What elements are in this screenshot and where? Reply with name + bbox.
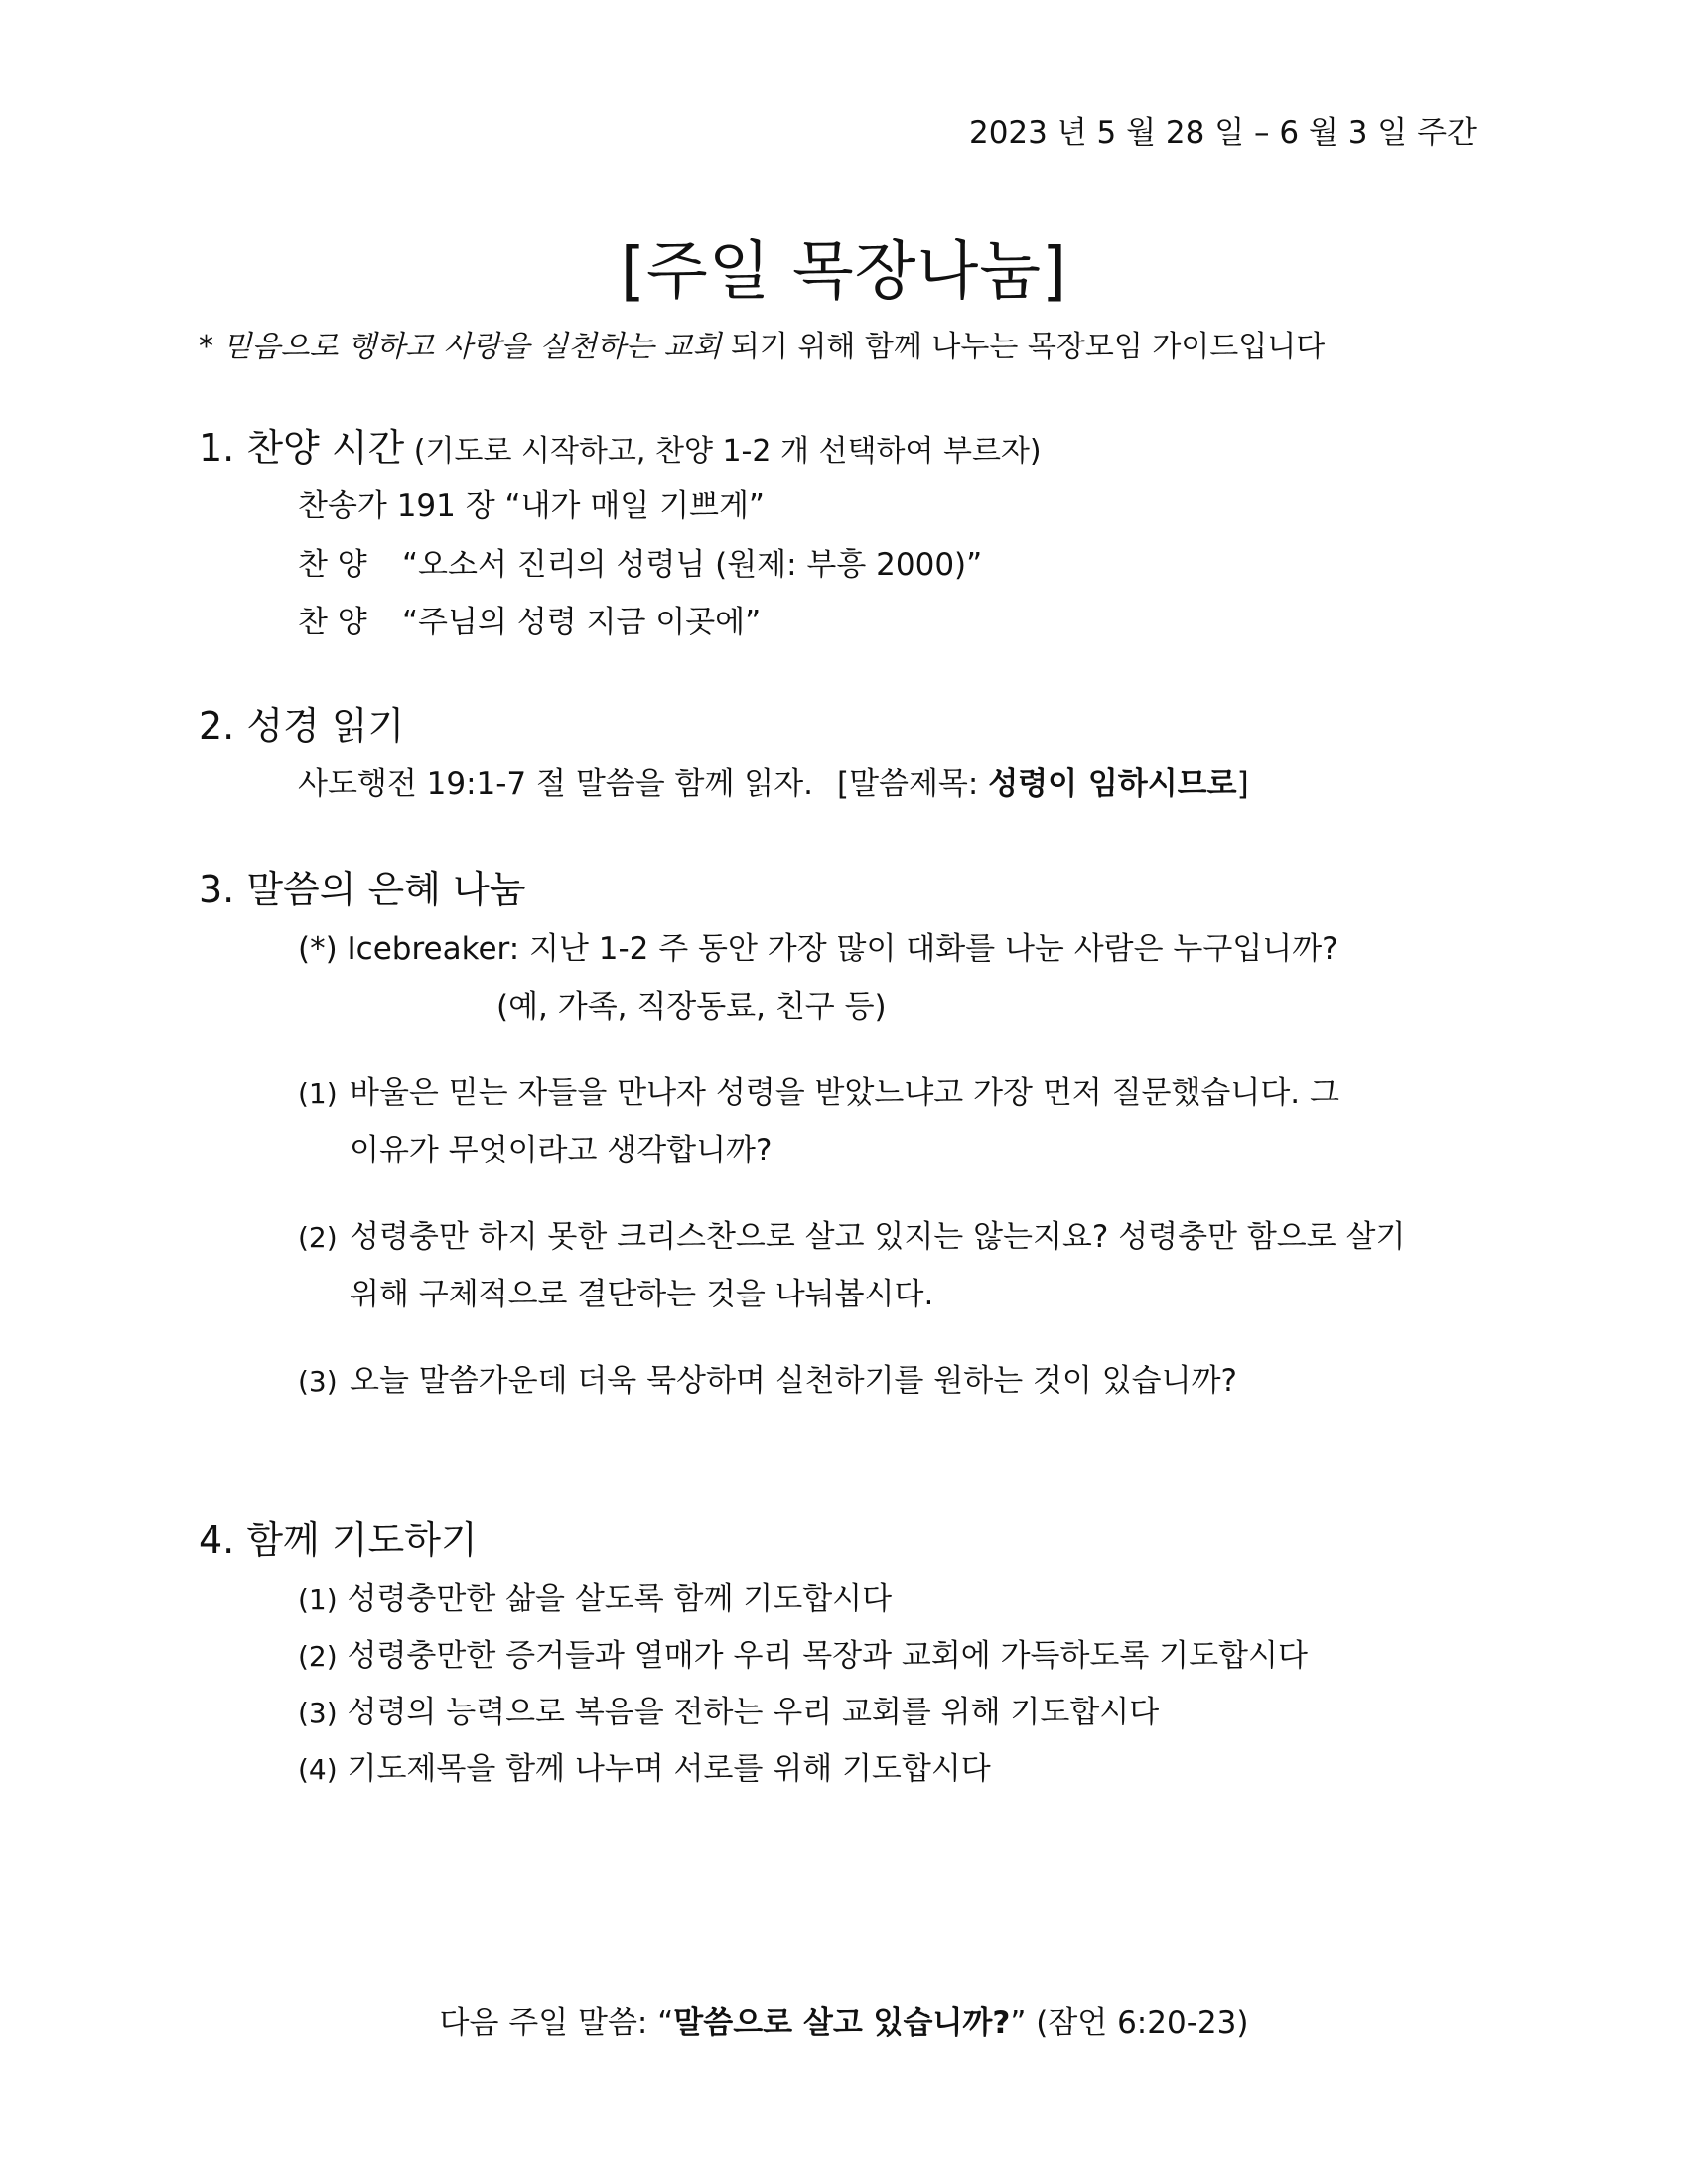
section-1-heading bbox=[199, 417, 1042, 472]
question-text: 바울은 믿는 자들을 만나자 성령을 받았느냐고 가장 먼저 질문했습니다. 그 bbox=[350, 1075, 1339, 1111]
page-title: [주일 목장나눔] bbox=[620, 235, 1068, 309]
question-2-continued: 위해 구체적으로 결단하는 것을 나눠봅시다. bbox=[350, 1277, 934, 1312]
prayer-item bbox=[298, 1687, 1159, 1731]
question-1-continued: 이유가 무엇이라고 생각합니까? bbox=[350, 1133, 773, 1168]
subtitle-prefix: * bbox=[199, 330, 223, 364]
question-3 bbox=[298, 1355, 1237, 1400]
next-sermon-title: 말씀으로 살고 있습니까? bbox=[673, 2005, 1011, 2041]
bible-reading bbox=[298, 758, 1249, 803]
prayer-item bbox=[298, 1573, 892, 1618]
song-label: 찬 양 bbox=[298, 547, 367, 583]
prayer-text: 기도제목을 함께 나누며 서로를 위해 기도합시다 bbox=[347, 1751, 991, 1787]
icebreaker-examples: (예, 가족, 직장동료, 친구 등) bbox=[496, 989, 887, 1024]
question-text: 오늘 말씀가운데 더욱 묵상하며 실천하기를 원하는 것이 있습니까? bbox=[350, 1363, 1237, 1399]
song-item bbox=[298, 539, 982, 584]
question-number: (3) bbox=[298, 1365, 338, 1398]
sermon-prefix: [말씀제목: bbox=[837, 766, 989, 802]
prayer-number: (3) bbox=[298, 1697, 338, 1729]
question-number: (1) bbox=[298, 1077, 338, 1110]
prayer-number: (2) bbox=[298, 1640, 338, 1673]
next-sermon bbox=[0, 1997, 1688, 2042]
song-title: “주님의 성령 지금 이곳에” bbox=[402, 605, 762, 640]
subtitle bbox=[199, 322, 1325, 365]
song-item bbox=[298, 597, 761, 641]
prayer-text: 성령충만한 삶을 살도록 함께 기도합시다 bbox=[347, 1581, 893, 1617]
question-1 bbox=[298, 1067, 1339, 1112]
song-title: “내가 매일 기쁘게” bbox=[494, 488, 765, 524]
prayer-text: 성령충만한 증거들과 열매가 우리 목장과 교회에 가득하도록 기도합시다 bbox=[347, 1638, 1308, 1674]
question-text: 성령충만 하지 못한 크리스찬으로 살고 있지는 않는지요? 성령충만 함으로 살기 bbox=[350, 1219, 1406, 1255]
song-label: 찬 양 bbox=[298, 605, 367, 640]
prayer-number: (4) bbox=[298, 1753, 338, 1786]
section-4-heading: 4. 함께 기도하기 bbox=[199, 1518, 478, 1562]
section-1-note: (기도로 시작하고, 찬양 1-2 개 선택하여 부르자) bbox=[404, 434, 1042, 469]
subtitle-italic: 믿음으로 행하고 사랑을 실천하는 교회 bbox=[222, 330, 722, 364]
prayer-number: (1) bbox=[298, 1583, 338, 1616]
song-label: 찬송가 191 장 bbox=[298, 488, 495, 524]
section-3-heading: 3. 말씀의 은혜 나눔 bbox=[199, 868, 526, 911]
prayer-item bbox=[298, 1743, 991, 1788]
song-item bbox=[298, 480, 765, 525]
sermon-title: 성령이 임하시므로 bbox=[988, 766, 1237, 802]
next-sermon-suffix: ” (잠언 6:20-23) bbox=[1010, 2005, 1249, 2041]
subtitle-rest: 되기 위해 함께 나누는 목장모임 가이드입니다 bbox=[721, 330, 1326, 364]
icebreaker-question: (*) Icebreaker: 지난 1-2 주 동안 가장 많이 대화를 나눈 사람은 누구입니까? bbox=[298, 931, 1338, 967]
question-number: (2) bbox=[298, 1221, 338, 1254]
date-range: 2023 년 5 월 28 일 – 6 월 3 일 주간 bbox=[968, 115, 1477, 151]
next-sermon-prefix: 다음 주일 말씀: “ bbox=[439, 2005, 674, 2041]
section-2-heading: 2. 성경 읽기 bbox=[199, 704, 405, 748]
reading-text: 사도행전 19:1-7 절 말씀을 함께 읽자. bbox=[298, 766, 813, 802]
song-title: “오소서 진리의 성령님 (원제: 부흥 2000)” bbox=[402, 547, 983, 583]
prayer-text: 성령의 능력으로 복음을 전하는 우리 교회를 위해 기도합시다 bbox=[347, 1695, 1160, 1730]
prayer-item bbox=[298, 1630, 1308, 1675]
question-2 bbox=[298, 1211, 1405, 1256]
sermon-suffix: ] bbox=[1236, 766, 1249, 802]
section-1-title: 1. 찬양 시간 bbox=[199, 426, 405, 470]
